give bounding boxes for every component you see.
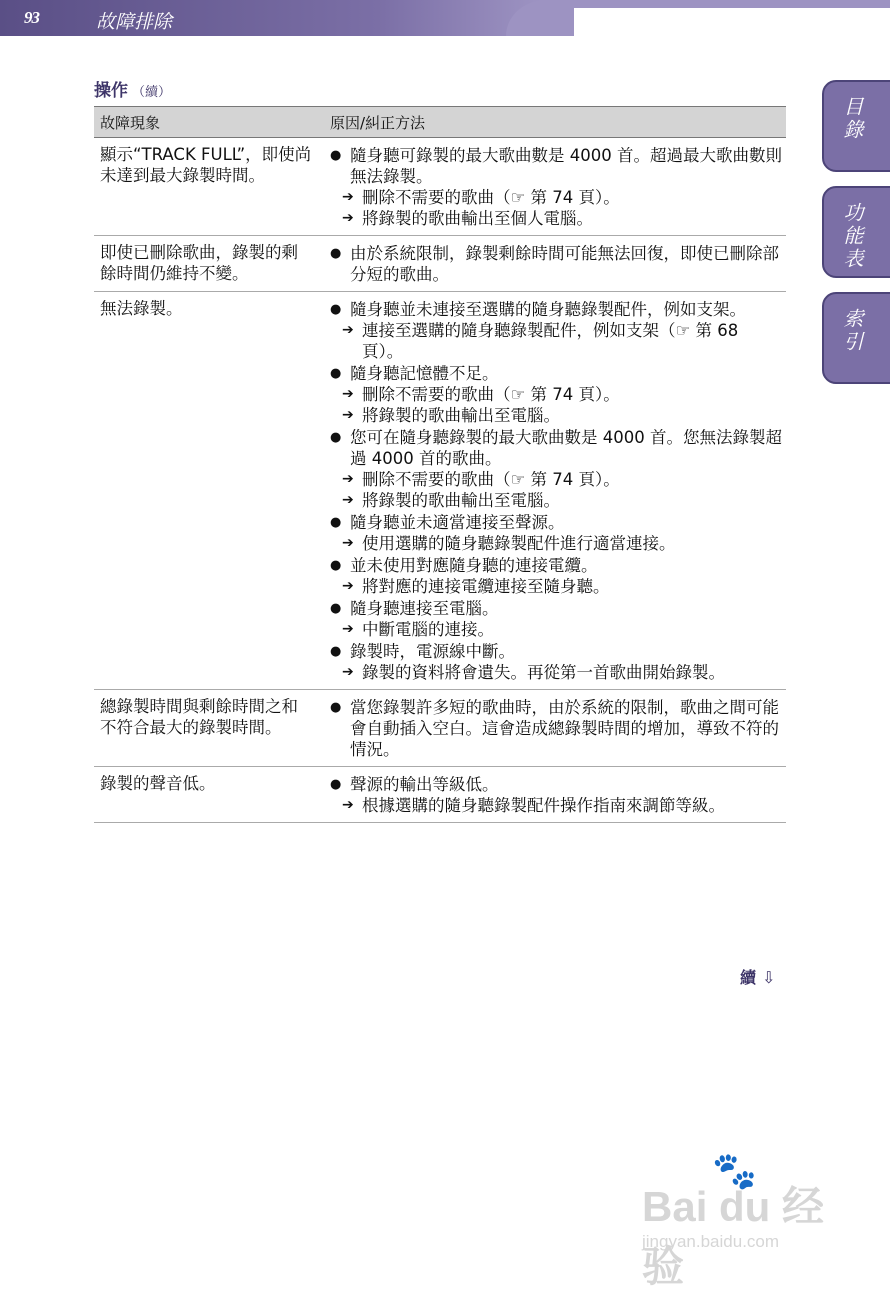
fix-item: ➔ 根據選購的隨身聽錄製配件操作指南來調節等級。: [330, 795, 782, 816]
fix-item: ➔ 刪除不需要的歌曲（☞ 第 74 頁）。: [330, 187, 782, 208]
fix-item: ➔ 將對應的連接電纜連接至隨身聽。: [330, 576, 782, 597]
tab-menu-label: 功能表: [840, 202, 864, 271]
column-header-symptom: 故障現象: [94, 107, 324, 138]
cause-item: ● 由於系統限制，錄製剩餘時間可能無法回復，即使已刪除部分短的歌曲。: [330, 243, 782, 285]
table-row: [94, 292, 786, 690]
table-body: [94, 138, 786, 823]
tab-index-label: 索引: [840, 308, 864, 354]
column-header-cause: 原因/糾正方法: [324, 107, 786, 138]
cause-cell: [324, 767, 786, 823]
cause-cell: [324, 690, 786, 767]
cause-item: ● 隨身聽記憶體不足。: [330, 363, 782, 384]
paw-logo-icon: 🐾: [712, 1151, 757, 1192]
fix-item: ➔ 刪除不需要的歌曲（☞ 第 74 頁）。: [330, 384, 782, 405]
watermark-brand: Bai du 经验: [642, 1183, 825, 1290]
symptom-cell: 總錄製時間與剩餘時間之和不符合最大的錄製時間。: [94, 690, 324, 767]
tab-index[interactable]: [822, 292, 890, 384]
table-row: [94, 767, 786, 823]
cause-item: ● 錄製時，電源線中斷。: [330, 641, 782, 662]
fix-item: ➔ 錄製的資料將會遺失。再從第一首歌曲開始錄製。: [330, 662, 782, 683]
header-bar: [0, 0, 890, 36]
cause-item: ● 聲源的輸出等級低。: [330, 774, 782, 795]
table-row: [94, 236, 786, 292]
symptom-cell: 無法錄製。: [94, 292, 324, 690]
fix-item: ➔ 將錄製的歌曲輸出至個人電腦。: [330, 208, 782, 229]
table-row: [94, 690, 786, 767]
fix-item: ➔ 將錄製的歌曲輸出至電腦。: [330, 405, 782, 426]
troubleshooting-table: [94, 106, 786, 823]
table-row: [94, 138, 786, 236]
cause-item: ● 當您錄製許多短的歌曲時，由於系統的限制，歌曲之間可能會自動插入空白。這會造成總錄製時間的增加，導致不符的情況。: [330, 697, 782, 760]
watermark: [640, 1150, 840, 1290]
fix-item: ➔ 連接至選購的隨身聽錄製配件，例如支架（☞ 第 68 頁）。: [330, 320, 782, 362]
cause-item: ● 隨身聽可錄製的最大歌曲數是 4000 首。超過最大歌曲數則無法錄製。: [330, 145, 782, 187]
symptom-cell: 顯示“TRACK FULL”，即使尚未達到最大錄製時間。: [94, 138, 324, 236]
header-band: [0, 0, 540, 36]
fix-item: ➔ 中斷電腦的連接。: [330, 619, 782, 640]
table-header-row: [94, 107, 786, 138]
cause-item: ● 隨身聽並未連接至選購的隨身聽錄製配件，例如支架。: [330, 299, 782, 320]
chapter-title: 故障排除: [96, 11, 173, 33]
cause-cell: [324, 236, 786, 292]
cause-item: ● 您可在隨身聽錄製的最大歌曲數是 4000 首。您無法錄製超過 4000 首的歌曲。: [330, 427, 782, 469]
symptom-cell: 錄製的聲音低。: [94, 767, 324, 823]
fix-item: ➔ 刪除不需要的歌曲（☞ 第 74 頁）。: [330, 469, 782, 490]
header-stripe: [540, 0, 890, 8]
fix-item: ➔ 使用選購的隨身聽錄製配件進行適當連接。: [330, 533, 782, 554]
watermark-url: jingyan.baidu.com: [642, 1232, 780, 1251]
down-arrow-icon: ⇩: [762, 968, 776, 987]
tab-menu[interactable]: [822, 186, 890, 278]
section-note: （續）: [132, 85, 172, 100]
tab-contents-label: 目錄: [840, 96, 864, 142]
cause-item: ● 隨身聽並未適當連接至聲源。: [330, 512, 782, 533]
section-heading: [94, 76, 171, 101]
continued-indicator[interactable]: [740, 965, 775, 988]
section-title: 操作: [94, 81, 128, 101]
continued-label: 續: [740, 968, 757, 987]
cause-item: ● 並未使用對應隨身聽的連接電纜。: [330, 555, 782, 576]
page-number: 93: [24, 8, 39, 27]
cause-item: ● 隨身聽連接至電腦。: [330, 598, 782, 619]
cause-cell: [324, 138, 786, 236]
tab-contents[interactable]: [822, 80, 890, 172]
fix-item: ➔ 將錄製的歌曲輸出至電腦。: [330, 490, 782, 511]
symptom-cell: 即使已刪除歌曲，錄製的剩餘時間仍維持不變。: [94, 236, 324, 292]
cause-cell: [324, 292, 786, 690]
